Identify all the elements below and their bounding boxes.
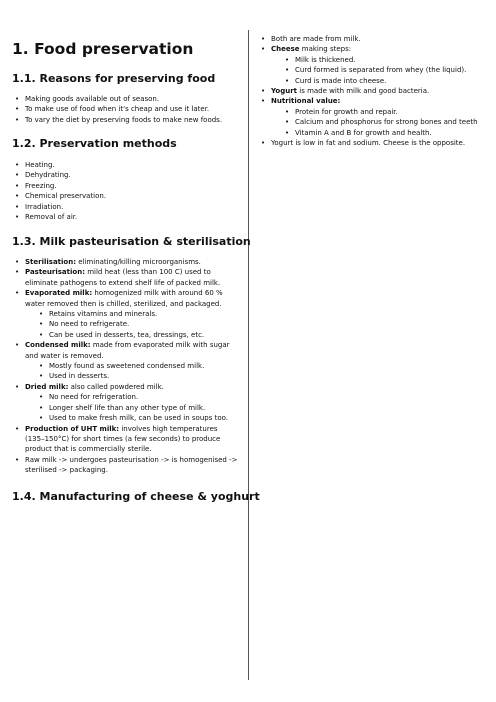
- sub-list-item: • Curd formed is separated from whey (the liquid).: [271, 65, 490, 75]
- list-item: • Dehydrating.: [12, 170, 238, 180]
- sub-list-item: • Used to make fresh milk, can be used in soups too.: [25, 413, 238, 423]
- sub-list: [271, 107, 490, 138]
- list-item: • Dried milk: also called powdered milk. • No need for refrigeration. • Longer shelf life than any other type of milk. • Used to make fresh milk, can be used in soups too.: [12, 382, 238, 424]
- list-item: • Heating.: [12, 160, 238, 170]
- methods-list: [12, 160, 238, 222]
- sub-list-item: • Longer shelf life than any other type of milk.: [25, 403, 238, 413]
- list-item: • Both are made from milk.: [258, 34, 490, 44]
- list-item: • To vary the diet by preserving foods to make new foods.: [12, 115, 238, 125]
- sub-list-item: • Milk is thickened.: [271, 55, 490, 65]
- section-heading-reasons: 1.1. Reasons for preserving food: [12, 72, 216, 85]
- list-item: • To make use of food when it's cheap and use it later.: [12, 104, 238, 114]
- list-item: • Freezing.: [12, 181, 238, 191]
- sub-list-item: • No need to refrigerate.: [25, 319, 238, 329]
- reasons-list: [12, 94, 238, 125]
- sub-list-item: • Protein for growth and repair.: [271, 107, 490, 117]
- list-item: • Pasteurisation: mild heat (less than 100 C) used to eliminate pathogens to extend shelf life of packed milk.: [12, 267, 238, 288]
- sub-list-item: • Retains vitamins and minerals.: [25, 309, 238, 319]
- sub-list: [25, 392, 238, 423]
- list-item: • Making goods available out of season.: [12, 94, 238, 104]
- section-heading-cheese-yoghurt: 1.4. Manufacturing of cheese & yoghurt: [12, 490, 260, 503]
- section-heading-milk: 1.3. Milk pasteurisation & sterilisation: [12, 235, 251, 248]
- sub-list: [271, 55, 490, 86]
- page-title: 1. Food preservation: [12, 40, 194, 58]
- list-item: • Nutritional value: • Protein for growth and repair. • Calcium and phosphorus for strong bones and teeth • Vitamin A and B for growth and health.: [258, 96, 490, 138]
- list-item: • Chemical preservation.: [12, 191, 238, 201]
- milk-list: [12, 257, 238, 476]
- list-item: • Yogurt is made with milk and good bacteria.: [258, 86, 490, 96]
- list-item: • Removal of air.: [12, 212, 238, 222]
- sub-list-item: • Vitamin A and B for growth and health.: [271, 128, 490, 138]
- sub-list-item: • No need for refrigeration.: [25, 392, 238, 402]
- list-item: • Cheese making steps: • Milk is thickened. • Curd formed is separated from whey (the liquid). • Curd is made into cheese.: [258, 44, 490, 86]
- sub-list: [25, 309, 238, 340]
- sub-list-item: • Mostly found as sweetened condensed milk.: [25, 361, 238, 371]
- cheese-yoghurt-list: [258, 34, 490, 148]
- list-item: • Evaporated milk: homogenized milk with around 60 % water removed then is chilled, sterilized, and packaged. • Retains vitamins and minerals. • No need to refrigerate. • Can be used in desserts, tea, dressings, etc.: [12, 288, 238, 340]
- list-item: • Condensed milk: made from evaporated milk with sugar and water is removed. • Mostly found as sweetened condensed milk. • Used in desserts.: [12, 340, 238, 382]
- list-item: • Irradiation.: [12, 202, 238, 212]
- sub-list-item: • Curd is made into cheese.: [271, 76, 490, 86]
- list-item: • Sterilisation: eliminating/killing microorganisms.: [12, 257, 238, 267]
- sub-list: [25, 361, 238, 382]
- list-item: • Raw milk -> undergoes pasteurisation -> is homogenised -> sterilised -> packaging.: [12, 455, 238, 476]
- section-heading-methods: 1.2. Preservation methods: [12, 137, 177, 150]
- sub-list-item: • Calcium and phosphorus for strong bones and teeth: [271, 117, 490, 127]
- sub-list-item: • Used in desserts.: [25, 371, 238, 381]
- list-item: • Yogurt is low in fat and sodium. Cheese is the opposite.: [258, 138, 490, 148]
- sub-list-item: • Can be used in desserts, tea, dressings, etc.: [25, 330, 238, 340]
- column-divider: [248, 30, 249, 680]
- list-item: • Production of UHT milk: involves high temperatures (135–150°C) for short times (a few seconds) to produce product that is commercially sterile.: [12, 424, 238, 455]
